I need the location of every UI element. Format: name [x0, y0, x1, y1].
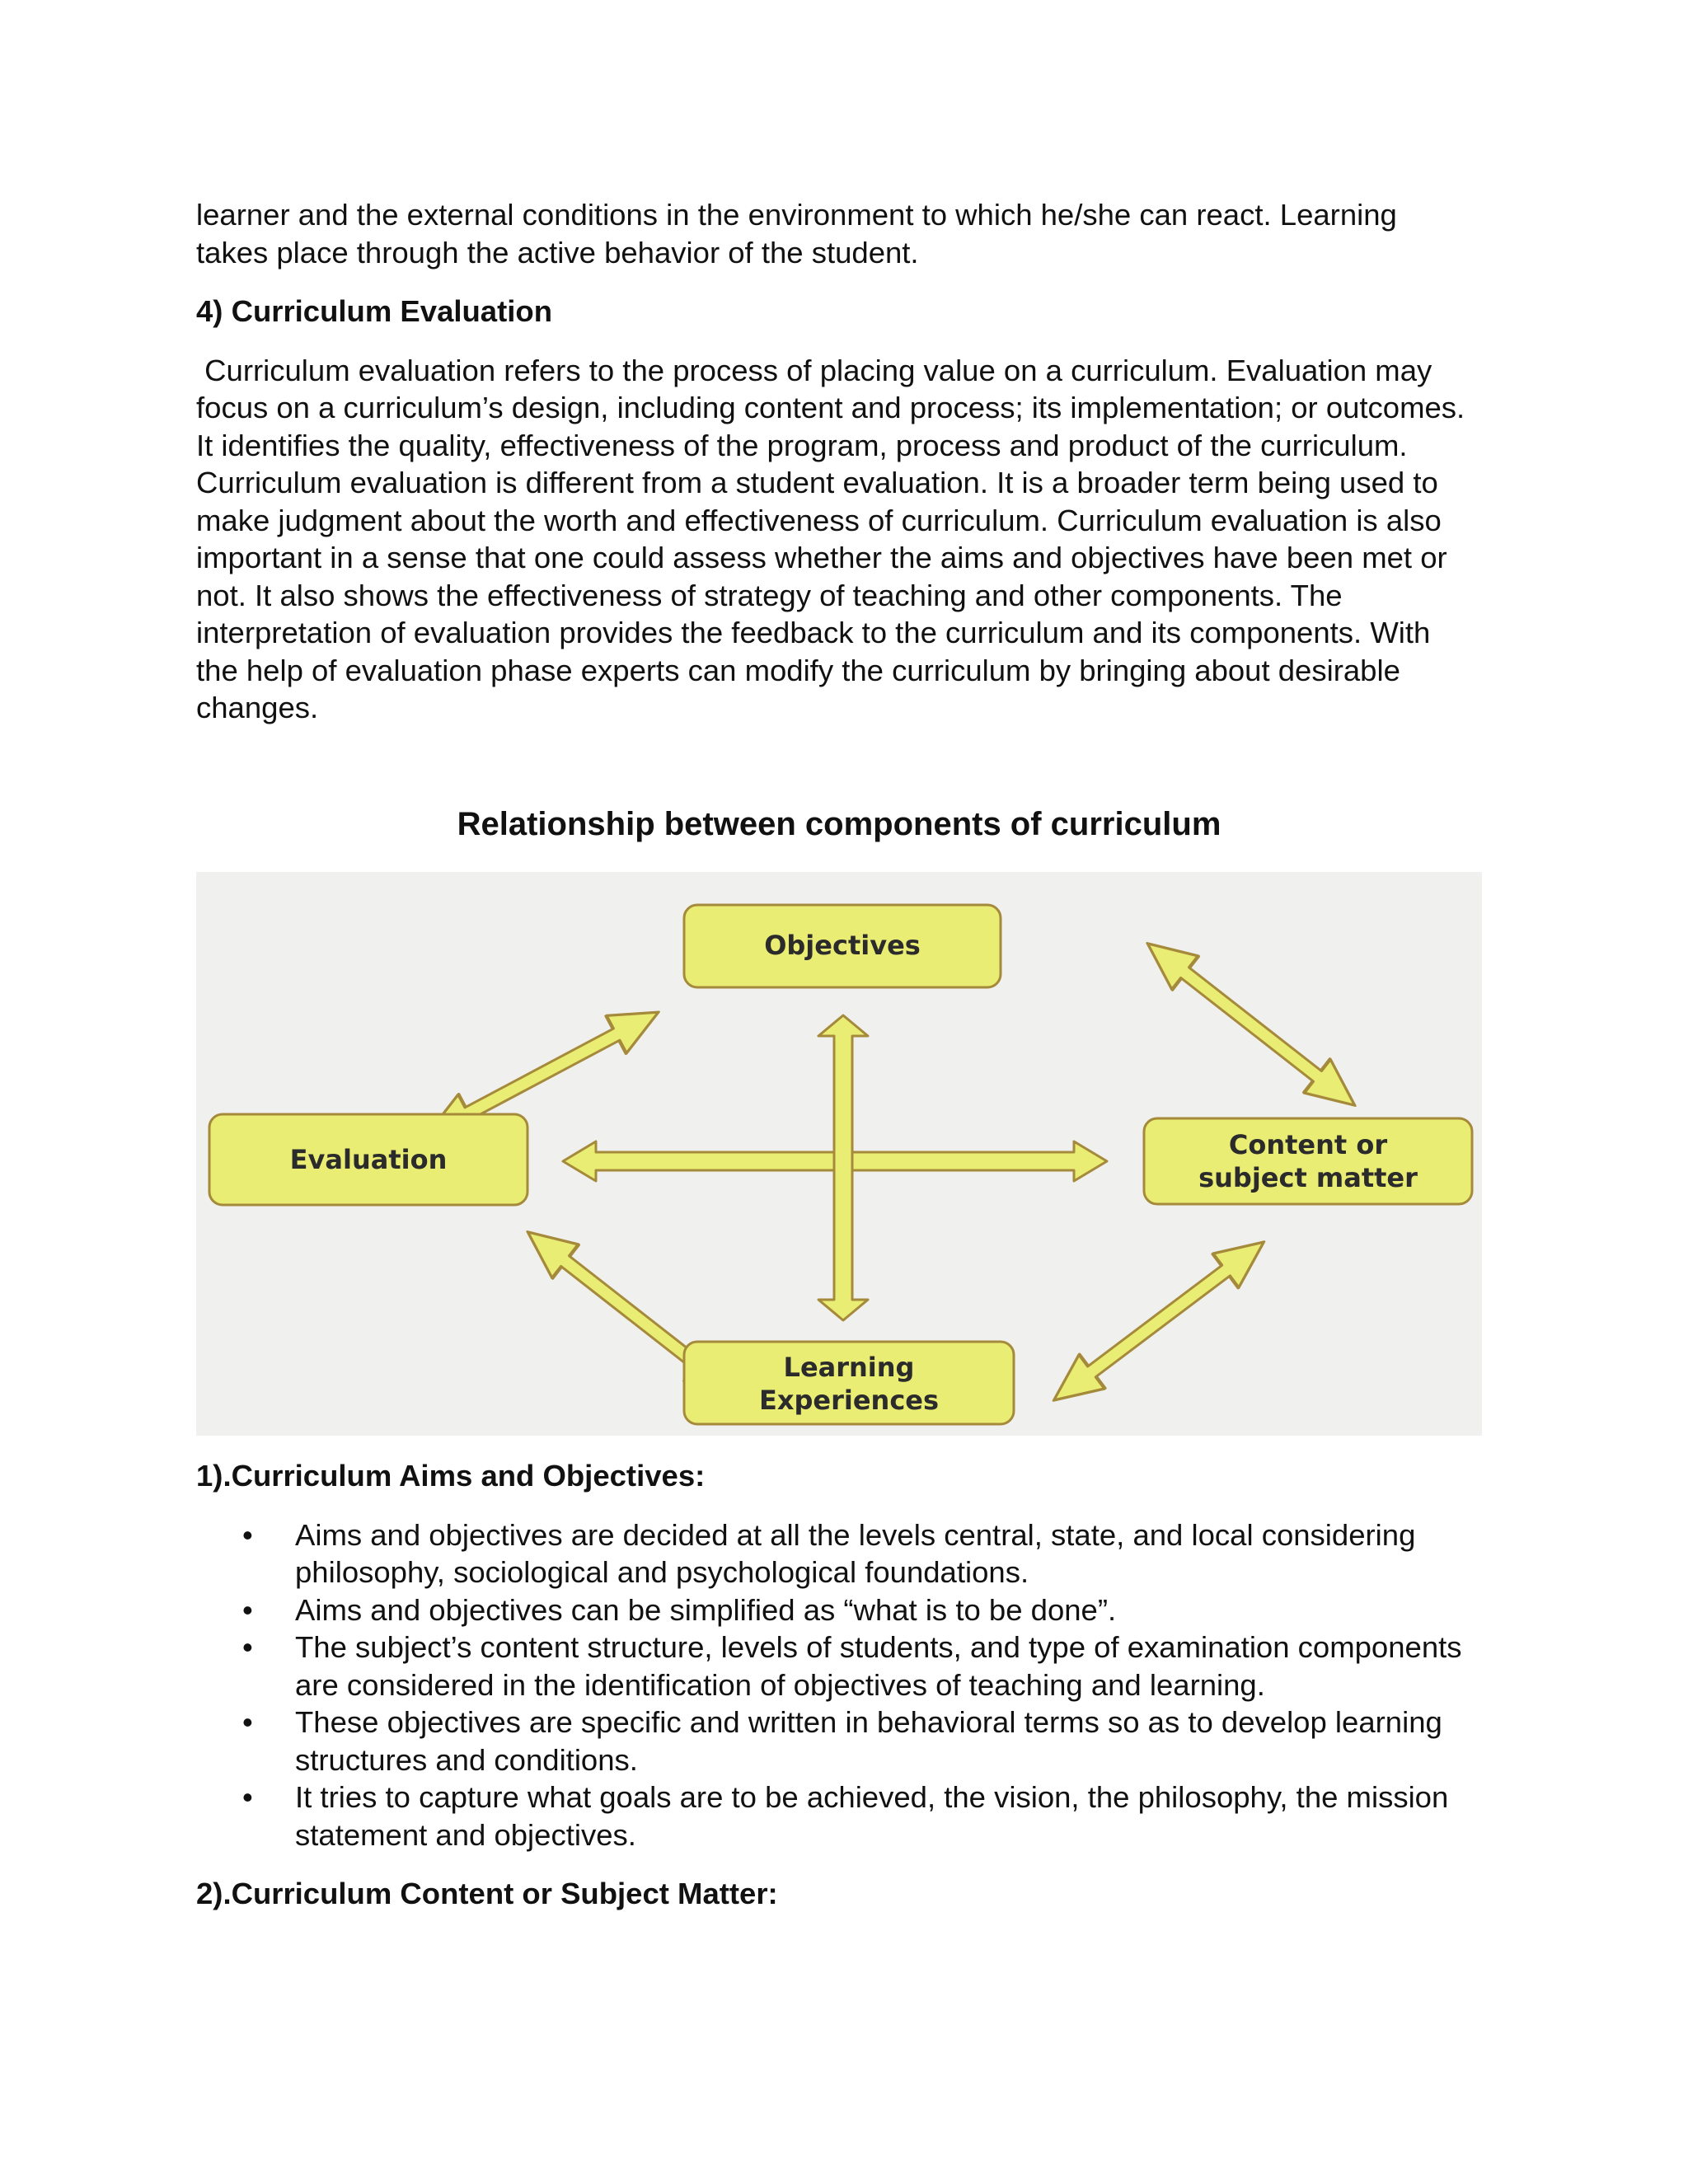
- arrow-learning-content: [1041, 1225, 1277, 1418]
- intro-paragraph: learner and the external conditions in the environment to which he/she can react. Learning takes place through the active behavior of the student.: [196, 198, 1397, 269]
- content-label-line1: Content or: [1228, 1129, 1388, 1160]
- bullet-marker: •: [242, 1630, 253, 1664]
- curriculum-relationship-diagram: [196, 872, 1482, 1436]
- learning-box: [684, 1342, 1014, 1424]
- bullet-marker: •: [242, 1517, 253, 1552]
- after-figure-content: [196, 1457, 1482, 1913]
- section-4-heading: 4) Curriculum Evaluation: [196, 294, 552, 328]
- bullet-marker: •: [242, 1780, 253, 1814]
- list-item: • It tries to capture what goals are to be achieved, the vision, the philosophy, the mission statement and objectives.: [242, 1780, 1449, 1852]
- objectives-box: [684, 905, 1001, 987]
- section-4-paragraph: Curriculum evaluation refers to the process of placing value on a curriculum. Evaluation may focus on a curriculum’s design, including content and process; its implementation; or outcomes. It identifies the quality, effectiveness of the program, process and product of the curriculum. Curriculum evaluation is different from a student evaluation. It is a broader term being used to make judgment about the worth and effectiveness of curriculum. Curriculum evaluation is also important in a sense that one could assess whether the aims and objectives have been met or not. It also shows the effectiveness of strategy of teaching and other components. The interpretation of evaluation provides the feedback to the curriculum and its components. With the help of evaluation phase experts can modify the curriculum by bringing about desirable changes.: [196, 353, 1465, 724]
- bullet-marker: •: [242, 1592, 253, 1627]
- objectives-label: Objectives: [764, 930, 921, 961]
- learning-label-line2: Experiences: [758, 1385, 940, 1416]
- bullet-marker: •: [242, 1705, 253, 1739]
- section-1-bullet-list: [196, 1516, 1482, 1854]
- content-label-line2: subject matter: [1198, 1162, 1418, 1193]
- content-box: [1144, 1118, 1472, 1204]
- learning-label-line1: Learning: [783, 1352, 915, 1383]
- figure-title: Relationship between components of curriculum: [457, 806, 1221, 842]
- section-2-heading: 2).Curriculum Content or Subject Matter:: [196, 1877, 778, 1910]
- list-item: • These objectives are specific and written in behavioral terms so as to develop learning structures and conditions.: [242, 1705, 1442, 1777]
- arrow-objectives-content: [1134, 926, 1367, 1122]
- list-item: • Aims and objectives can be simplified as “what is to be done”.: [196, 1591, 1482, 1629]
- evaluation-label: Evaluation: [289, 1144, 448, 1175]
- document-page: [196, 196, 1482, 1910]
- list-item: • The subject’s content structure, levels of students, and type of examination components are considered in the identification of objectives of teaching and learning.: [242, 1630, 1462, 1702]
- evaluation-box: [209, 1114, 528, 1205]
- list-item: • Aims and objectives are decided at all the levels central, state, and local considering philosophy, sociological and psychological foundations.: [242, 1517, 1416, 1589]
- section-1-heading: 1).Curriculum Aims and Objectives:: [196, 1459, 706, 1493]
